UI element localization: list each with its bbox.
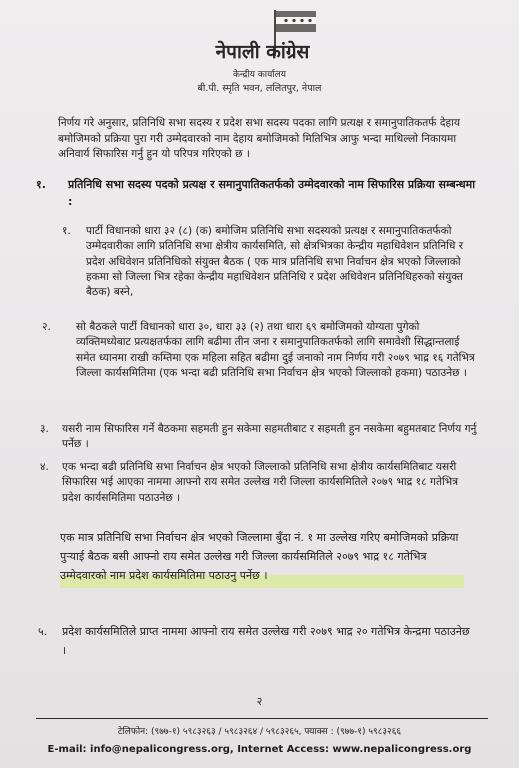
item-4-text: एक भन्दा बढी प्रतिनिधि सभा निर्वाचन क्षेत्र भएको जिल्लाको प्रतिनिधि सभा क्षेत्रीय कार्यसमितिबाट यसरी सिफारिस भई आएका नाममा आफ्नो राय समेत उल्लेख गरी जिल्ला कार्यसमितिले २०७९ भाद्र १८ गतेभित्र प्रदेश कार्यसमितिमा पठाउनेछ ।: [62, 461, 459, 504]
item-5-number: ५.: [38, 625, 48, 638]
item-3-text: यसरी नाम सिफारिस गर्ने बैठकमा सहमती हुन सकेमा सहमतीबाट र सहमती हुन नसकेमा बहुमतबाट निर्णय गर्नु पर्नेछ ।: [62, 423, 477, 451]
section-1-heading: प्रतिनिधि सभा सदस्य पदको प्रत्यक्ष र समानुपातिकतर्फको उम्मेदवारको नाम सिफारिस प्रक्रिया सम्बन्धमा :: [68, 178, 476, 208]
footer-divider: [36, 718, 488, 719]
item-2-number: २.: [42, 321, 51, 333]
item-3-number: ३.: [40, 423, 49, 435]
organization-name: नेपाली कांग्रेस: [215, 41, 310, 63]
intro-paragraph: निर्णय गरे अनुसार, प्रतिनिधि सभा सदस्य र प्रदेश सभा सदस्य पदका लागि प्रत्यक्ष र समानुपातिकतर्फ देहाय बमोजिमको प्रक्रिया पुरा गरी उम्मेदवारको नाम देहाय बमोजिमको मितिभित्र आफु भन्दा माथिल्लो निकायमा अनिवार्य सिफारिस गर्नु हुन यो परिपत्र गरिएको छ ।: [58, 117, 460, 160]
item-5-text: प्रदेश कार्यसमितिले प्राप्त नाममा आफ्नो राय समेत उल्लेख गरी २०७९ भाद्र २० गतेभित्र केन्द्रमा पठाउनेछ ।: [62, 625, 470, 657]
page-number: २: [256, 695, 263, 708]
office-name: केन्द्रीय कार्यालय: [232, 70, 286, 80]
item-4-number: ४.: [40, 461, 49, 473]
footer-contact: टेलिफोन: (९७७-१) ५९८३२६३ / ५९८३२६४ / ५९८३२६५, फ्याक्स : (९७७-१) ५९८३२६६: [117, 727, 402, 737]
item-1-number: १.: [62, 225, 71, 237]
item-1-text: पार्टी विधानको धारा ३२ (८) (क) बमोजिम प्रतिनिधि सभा सदस्यको प्रत्यक्ष र समानुपातिकतर्फको उम्मेदवारीका लागि प्रतिनिधि सभा क्षेत्रीय कार्यसमिति, सो क्षेत्रभित्रका केन्द्रीय महाधिवेशन प्रतिनिधि र प्रदेश अधिवेशन प्रतिनिधिको संयुक्त बैठक ( एक मात्र प्रतिनिधि सभा निर्वाचन क्षेत्र भएको जिल्लाको हकमा सो जिल्ला भित्र रहेका केन्द्रीय महाधिवेशन प्रतिनिधि र प्रदेश अधिवेशन प्रतिनिधिहरुको संयुक्त बैठक) बस्ने,: [86, 225, 464, 299]
note-paragraph: एक मात्र प्रतिनिधि सभा निर्वाचन क्षेत्र भएको जिल्लामा बुँदा नं. १ मा उल्लेख गरिए बमोजिमको प्रक्रिया पुऱ्याई बैठक बसी आफ्नो राय समेत उल्लेख गरी जिल्ला कार्यसमितिले २०७९ भाद्र १८ गतेभित्र उम्मेदवारको नाम प्रदेश कार्यसमितिमा पठाउनु पर्नेछ ।: [60, 531, 459, 582]
office-address: बी.पी. स्मृति भवन, ललितपुर, नेपाल: [197, 83, 322, 94]
section-1-number: १.: [36, 178, 46, 191]
item-2-text: सो बैठकले पार्टी विधानको धारा ३०, धारा ३३ (२) तथा धारा ६९ बमोजिमको योग्यता पुगेको व्यक्तिमध्येबाट प्रत्यक्षतर्फका लागि बढीमा तीन जना र समानुपातिकतर्फको लागि समावेशी सिद्धान्तलाई समेत ध्यानमा राखी कम्तिमा एक महिला सहित बढीमा दुई जनाको नाम निर्णय गरी २०७९ भाद्र १६ गतेभित्र जिल्ला कार्यसमितिमा (एक भन्दा बढी प्रतिनिधि सभा निर्वाचन क्षेत्र भएको जिल्लाको हकमा) पठाउनेछ ।: [76, 321, 475, 379]
footer-web: E-mail: info@nepalicongress.org, Internet Access: www.nepalicongress.org: [47, 744, 472, 755]
